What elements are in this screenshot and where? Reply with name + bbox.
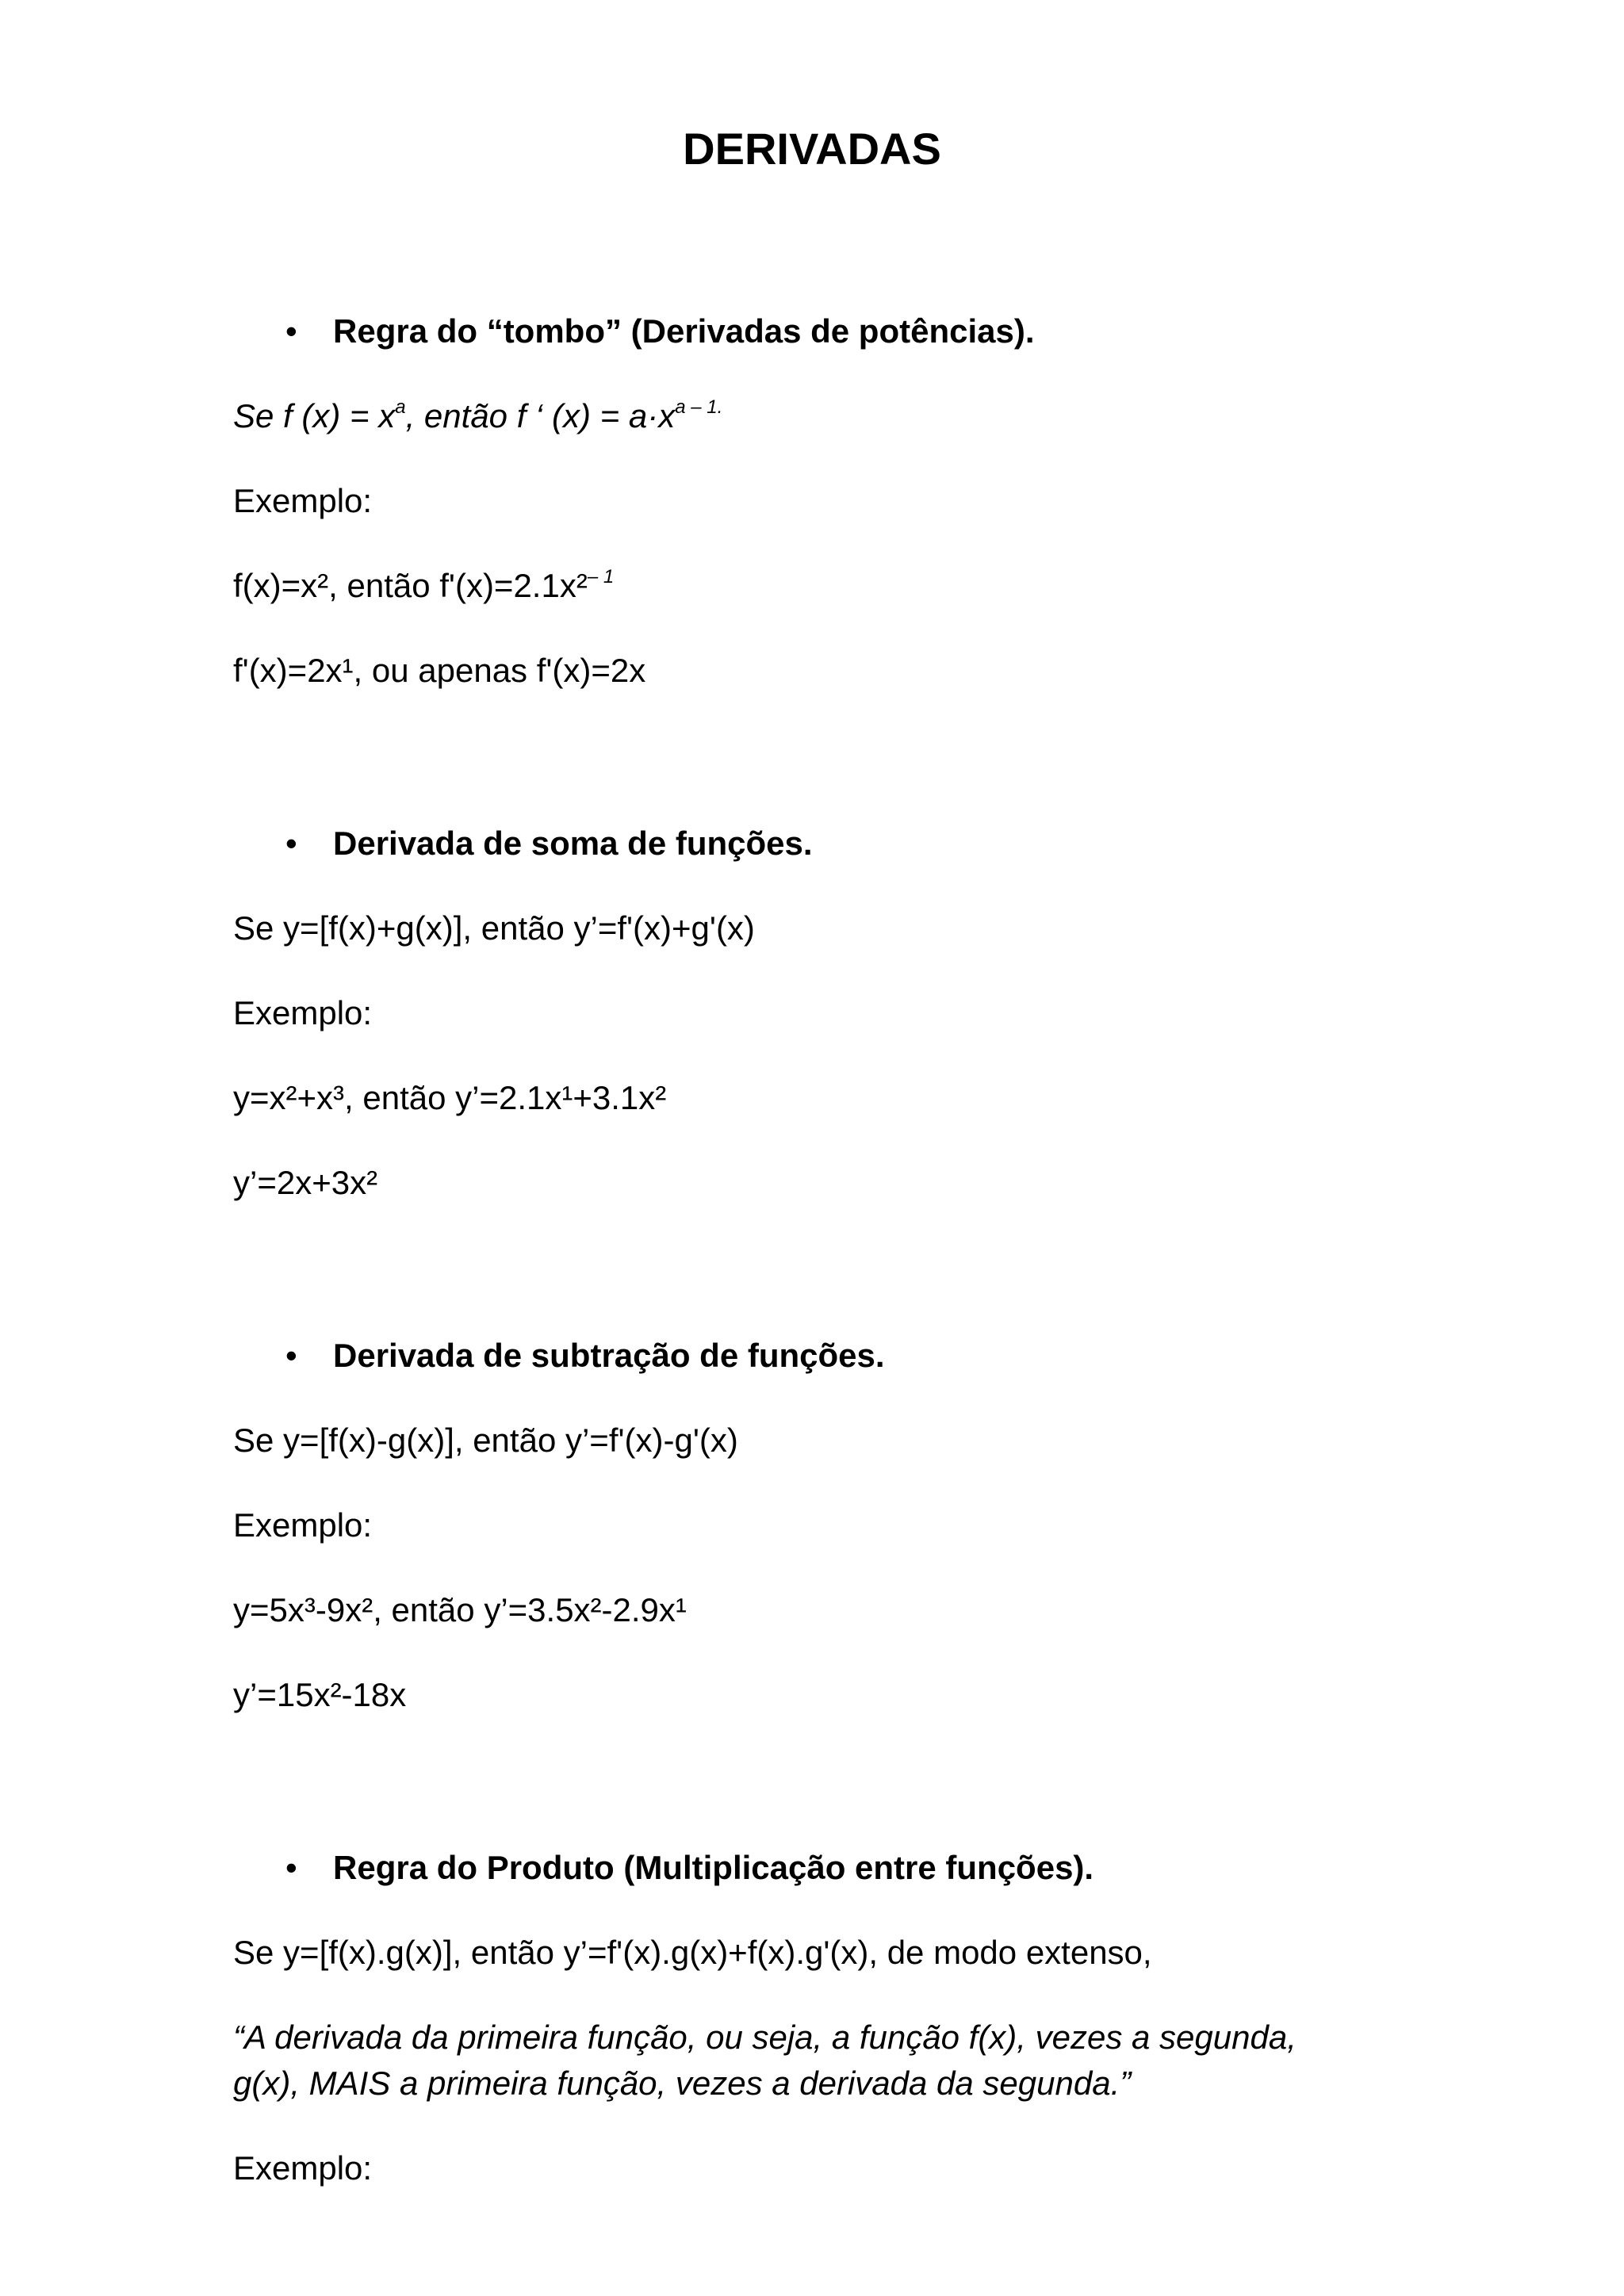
example-label: Exemplo: (233, 482, 373, 519)
heading-text: Derivada de soma de funções. (333, 825, 813, 862)
example-line: y’=2x+3x² (233, 1164, 378, 1201)
heading-text: Regra do Produto (Multiplicação entre funções). (333, 1849, 1094, 1886)
product-rule-quote-line: g(x), MAIS a primeira função, vezes a derivada da segunda.” (233, 2064, 1132, 2102)
example-line (233, 564, 614, 608)
formula-exponent: a – 1. (675, 396, 723, 418)
heading-text: Regra do “tombo” (Derivadas de potências). (333, 312, 1035, 350)
bullet-icon: • (285, 1337, 297, 1374)
example-exponent: – 1 (587, 566, 615, 587)
formula-part: , então f ‘ (x) = a·x (405, 397, 676, 434)
page-title: DERIVADAS (683, 124, 941, 174)
example-line: y’=15x²-18x (233, 1676, 407, 1713)
example-line: f'(x)=2x¹, ou apenas f'(x)=2x (233, 652, 646, 689)
product-rule-formula: Se y=[f(x).g(x)], então y’=f'(x).g(x)+f(x).g'(x), de modo extenso, (233, 1934, 1152, 1971)
example-part: f(x)=x², então f'(x)=2.1x² (233, 567, 588, 604)
formula-part: Se f (x) = x (233, 397, 396, 434)
power-rule-formula (233, 394, 722, 438)
example-line: y=x²+x³, então y’=2.1x¹+3.1x² (233, 1079, 667, 1116)
product-rule-quote-line: “A derivada da primeira função, ou seja, a função f(x), vezes a segunda, (233, 2019, 1297, 2056)
heading-text: Derivada de subtração de funções. (333, 1337, 885, 1374)
bullet-icon: • (285, 1849, 297, 1886)
bullet-icon: • (285, 825, 297, 862)
example-label: Exemplo: (233, 1506, 373, 1544)
formula-exponent: a (395, 396, 406, 418)
example-label: Exemplo: (233, 2149, 373, 2187)
bullet-icon: • (285, 312, 297, 350)
example-label: Exemplo: (233, 994, 373, 1031)
sum-rule-formula: Se y=[f(x)+g(x)], então y’=f'(x)+g'(x) (233, 909, 755, 947)
example-line: y=5x³-9x², então y’=3.5x²-2.9x¹ (233, 1591, 687, 1628)
subtraction-rule-formula: Se y=[f(x)-g(x)], então y’=f'(x)-g'(x) (233, 1422, 738, 1459)
